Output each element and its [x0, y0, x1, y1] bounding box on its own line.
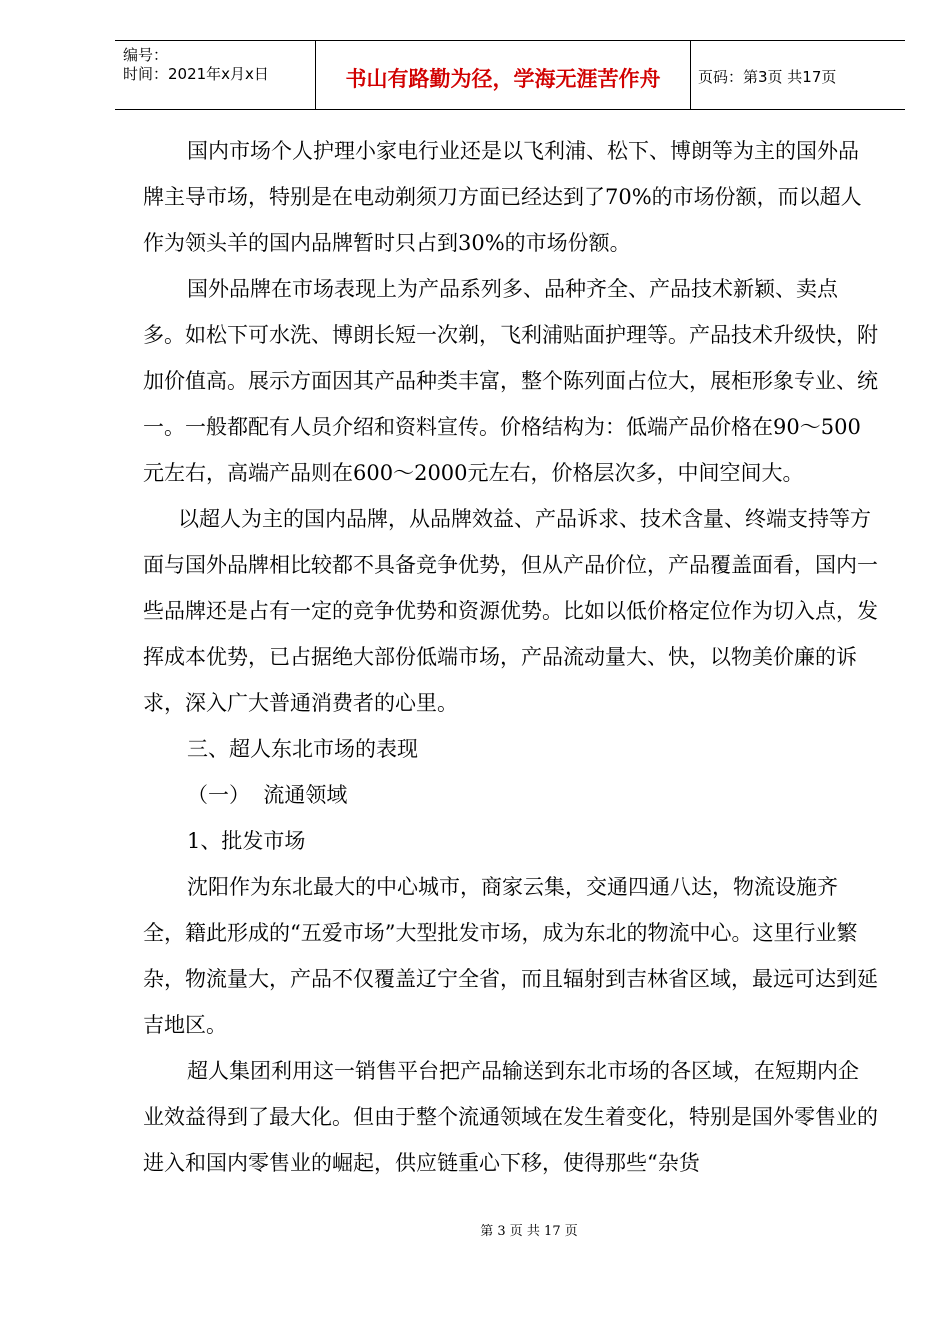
- paragraph: 国外品牌在市场表现上为产品系列多、品种齐全、产品技术新颖、卖点多。如松下可水洗、博朗长短一次剃，飞利浦贴面护理等。产品技术升级快，附加价值高。展示方面因其产品种类丰富，整个陈列面占位大，展柜形象专业、统一。一般都配有人员介绍和资料宣传。价格结构为：低端产品价格在90～500元左右，高端产品则在600～2000元左右，价格层次多，中间空间大。: [143, 277, 878, 485]
- header-page-info: 页码：第3页 共17页: [698, 68, 837, 86]
- serial-label: 编号：: [123, 46, 169, 64]
- paragraph: 沈阳作为东北最大的中心城市，商家云集，交通四通八达，物流设施齐全，籍此形成的“五爱市场”大型批发市场，成为东北的物流中心。这里行业繁杂，物流量大，产品不仅覆盖辽宁全省，而且辐射到吉林省区域，最远可达到延吉地区。: [143, 875, 878, 1037]
- header-motto-cell: [315, 41, 691, 109]
- section-heading: 三、超人东北市场的表现: [187, 737, 418, 761]
- footer-page-number: 第 3 页 共 17 页: [480, 1224, 578, 1239]
- page-header: [115, 40, 905, 110]
- page-footer: [0, 1220, 950, 1239]
- header-page-cell: [690, 41, 905, 109]
- document-body: [143, 128, 878, 1186]
- header-meta: [115, 41, 315, 109]
- header-motto: 书山有路勤为径，学海无涯苦作舟: [345, 67, 661, 91]
- time-label: 时间：2021年x月x日: [123, 65, 269, 83]
- paragraph: 国内市场个人护理小家电行业还是以飞利浦、松下、博朗等为主的国外品牌主导市场，特别是在电动剃须刀方面已经达到了70%的市场份额，而以超人作为领头羊的国内品牌暂时只占到30%的市场份额。: [143, 139, 862, 255]
- paragraph: 以超人为主的国内品牌，从品牌效益、产品诉求、技术含量、终端支持等方面与国外品牌相比较都不具备竞争优势，但从产品价位，产品覆盖面看，国内一些品牌还是占有一定的竞争优势和资源优势。比如以低价格定位作为切入点，发挥成本优势，已占据绝大部份低端市场，产品流动量大、快，以物美价廉的诉求，深入广大普通消费者的心里。: [143, 507, 878, 715]
- paragraph: 超人集团利用这一销售平台把产品输送到东北市场的各区域，在短期内企业效益得到了最大化。但由于整个流通领域在发生着变化，特别是国外零售业的进入和国内零售业的崛起，供应链重心下移，使得那些“杂货: [143, 1059, 878, 1175]
- subsection-heading: 1、批发市场: [187, 829, 306, 853]
- subsection-heading: （一） 流通领域: [187, 783, 348, 807]
